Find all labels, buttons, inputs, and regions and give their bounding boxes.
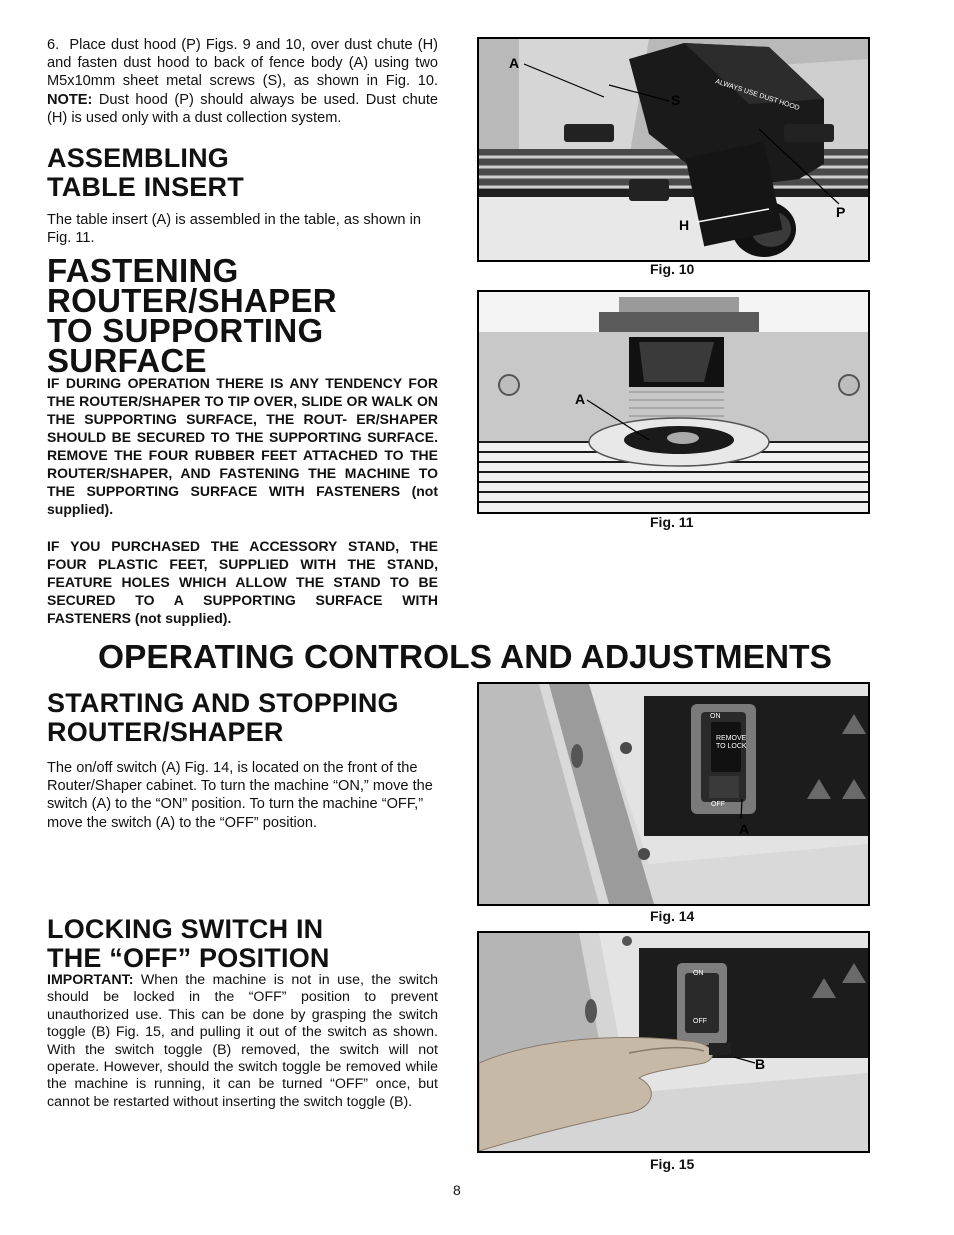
- important-label: IMPORTANT:: [47, 972, 134, 988]
- fastening-warning-2: IF YOU PURCHASED THE ACCESSORY STAND, THE FOUR PLASTIC FEET, SUPPLIED WITH THE STAND, FEATURE HOLES WHICH ALLOW THE STAND TO BE SECURED TO A SUPPORTING SURFACE WITH FASTENERS (not supplied).: [47, 538, 438, 626]
- fig14-label-a: A: [739, 821, 750, 837]
- fig15-label-b: B: [755, 1056, 766, 1072]
- fig10-label-h: H: [679, 217, 690, 233]
- fig15-switch-off: OFF: [693, 1018, 707, 1025]
- fig14-switch-text-2: TO LOCK: [716, 743, 747, 750]
- starting-body: The on/off switch (A) Fig. 14, is located on the front of the Router/Shaper cabinet. To turn the machine “ON,” move the switch (A) to the “ON” position. To turn the machine “OFF,” move the switch (A) to the “OFF” position.: [47, 760, 433, 831]
- fig10-label-s: S: [671, 92, 681, 108]
- fig15-caption: Fig. 15: [650, 1156, 695, 1172]
- note-label: NOTE:: [47, 91, 93, 108]
- fig14-caption: Fig. 14: [650, 908, 695, 924]
- figure-10-dust-hood: [477, 37, 870, 262]
- fig11-caption: Fig. 11: [650, 514, 694, 530]
- fastening-warning-1: IF DURING OPERATION THERE IS ANY TENDENCY FOR THE ROUTER/SHAPER TO TIP OVER, SLIDE OR WALK ON THE SUPPORTING SURFACE, THE ROUT- ER/SHAPER SHOULD BE SECURED TO THE SUPPORTING SURFACE. REMOVE THE FOUR RUBBER FEET ATTACHED TO THE ROUTER/SHAPER, AND FASTENING THE MACHINE TO THE SUPPORTING SURFACE WITH FASTENERS (not supplied).: [47, 375, 438, 517]
- locking-body: [47, 972, 438, 1111]
- step-6-text: 6. Place dust hood (P) Figs. 9 and 10, over dust chute (H) and fasten dust hood to back of fence body (A) using two M5x10mm sheet metal screws (S), as shown in Fig. 10.: [47, 37, 438, 90]
- fastening-heading: FASTENING ROUTER/SHAPER TO SUPPORTING SURFACE: [47, 252, 337, 379]
- locking-heading: LOCKING SWITCH IN THE “OFF” POSITION: [47, 914, 330, 973]
- fig10-label-p: P: [836, 204, 846, 220]
- starting-heading: STARTING AND STOPPING ROUTER/SHAPER: [47, 688, 399, 747]
- fig14-switch-off: OFF: [711, 801, 725, 808]
- figure-11-table-insert: [477, 290, 870, 514]
- fig10-label-a: A: [509, 55, 520, 71]
- assembling-heading: ASSEMBLING TABLE INSERT: [47, 143, 244, 202]
- fig10-caption: Fig. 10: [650, 261, 695, 277]
- note-text: Dust hood (P) should always be used. Dust chute (H) is used only with a dust collection system.: [47, 91, 438, 126]
- step-6-paragraph: [47, 36, 438, 127]
- locking-text: When the machine is not in use, the switch should be locked in the “OFF” position to prevent unauthorized use. This can be done by grasping the switch toggle (B) Fig. 15, and pulling it out of the switch as shown. With the switch toggle (B) removed, the switch will not operate. However, should the switch toggle be removed while the machine is running, it can be turned “OFF” once, but cannot be restarted without inserting the switch toggle (B).: [47, 972, 438, 1110]
- fig11-label-a: A: [575, 391, 586, 407]
- figure-14-on-off-switch: [477, 682, 870, 906]
- page-number: 8: [453, 1182, 461, 1198]
- fig14-switch-text-1: REMOVE: [716, 735, 747, 742]
- assembling-body: The table insert (A) is assembled in the table, as shown in Fig. 11.: [47, 212, 421, 247]
- section-banner: OPERATING CONTROLS AND ADJUSTMENTS: [98, 639, 832, 676]
- figure-15-switch-toggle: [477, 931, 870, 1153]
- fig15-switch-on: ON: [693, 970, 704, 977]
- svg-text:ALWAYS USE DUST HOOD: ALWAYS USE DUST HOOD: [714, 78, 801, 113]
- fig14-switch-on: ON: [710, 713, 721, 720]
